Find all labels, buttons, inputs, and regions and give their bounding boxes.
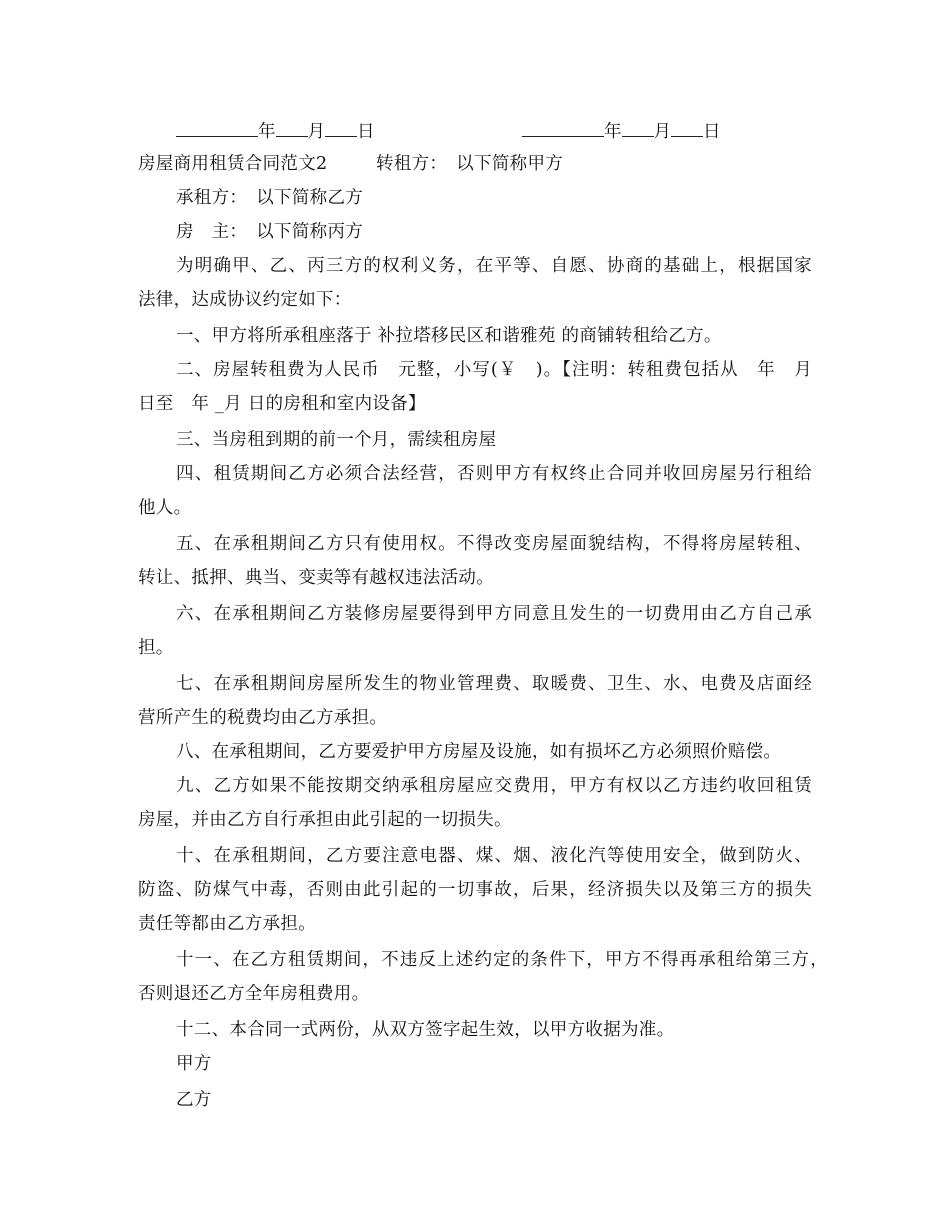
clause-1: 一、甲方将所承租座落于 补拉塔移民区和谐雅苑 的商铺转租给乙方。	[176, 326, 722, 346]
lessee-line: 承租方： 以下简称乙方	[176, 188, 364, 208]
clause-5-line-2: 转让、抵押、典当、变卖等有越权违法活动。	[138, 568, 494, 588]
clause-11-line-1: 十一、在乙方租赁期间，不违反上述约定的条件下，甲方不得再承租给第三方，	[176, 950, 828, 970]
month-blank	[276, 118, 308, 137]
clause-2-line-2: 日至 年 _月 日的房租和室内设备】	[138, 394, 426, 414]
intro-paragraph-line-1: 为明确甲、乙、丙三方的权利义务，在平等、自愿、协商的基础上，根据国家	[176, 256, 812, 276]
clause-11-line-2: 否则退还乙方全年房租费用。	[138, 984, 370, 1004]
clause-10-line-1: 十、在承租期间，乙方要注意电器、煤、烟、液化汽等使用安全，做到防火、	[176, 846, 812, 866]
document-title: 房屋商用租赁合同范文2	[138, 154, 328, 174]
clause-7-line-2: 营所产生的税费均由乙方承担。	[138, 708, 388, 728]
clause-6-line-1: 六、在承租期间乙方装修房屋要得到甲方同意且发生的一切费用由乙方自己承	[176, 604, 812, 624]
year-label: 年	[604, 122, 622, 142]
clause-8: 八、在承租期间，乙方要爱护甲方房屋及设施，如有损坏乙方必须照价赔偿。	[176, 742, 782, 762]
clause-9-line-1: 九、乙方如果不能按期交纳承租房屋应交费用，甲方有权以乙方违约收回租赁	[176, 776, 812, 796]
clause-5-line-1: 五、在承租期间乙方只有使用权。不得改变房屋面貌结构，不得将房屋转租、	[176, 534, 812, 554]
date-line-right	[522, 118, 721, 144]
year-blank	[176, 118, 258, 137]
date-line-left	[176, 118, 375, 144]
month-blank	[622, 118, 654, 137]
clause-3: 三、当房租到期的前一个月，需续租房屋	[176, 430, 497, 450]
clause-2-line-1: 二、房屋转租费为人民币 元整，小写(￥ )。【注明：转租费包括从 年 月	[176, 360, 812, 380]
day-label: 日	[703, 122, 721, 142]
clause-4-line-2: 他人。	[138, 498, 192, 518]
clause-10-line-2: 防盗、防煤气中毒，否则由此引起的一切事故，后果，经济损失以及第三方的损失	[138, 880, 812, 900]
party-b-signature-label: 乙方	[176, 1090, 212, 1110]
day-blank	[325, 118, 357, 137]
clause-12: 十二、本合同一式两份，从双方签字起生效，以甲方收据为准。	[176, 1020, 675, 1040]
sublessor-line: 转租方： 以下简称甲方	[376, 154, 564, 174]
day-label: 日	[357, 122, 375, 142]
clause-10-line-3: 责任等都由乙方承担。	[138, 914, 316, 934]
month-label: 月	[653, 122, 671, 142]
year-label: 年	[258, 122, 276, 142]
clause-6-line-2: 担。	[138, 638, 174, 658]
day-blank	[671, 118, 703, 137]
year-blank	[522, 118, 604, 137]
month-label: 月	[307, 122, 325, 142]
clause-4-line-1: 四、租赁期间乙方必须合法经营，否则甲方有权终止合同并收回房屋另行租给	[176, 464, 812, 484]
clause-7-line-1: 七、在承租期间房屋所发生的物业管理费、取暖费、卫生、水、电费及店面经	[176, 674, 812, 694]
clause-9-line-2: 房屋，并由乙方自行承担由此引起的一切损失。	[138, 810, 512, 830]
party-a-signature-label: 甲方	[176, 1054, 212, 1074]
intro-paragraph-line-2: 法律，达成协议约定如下：	[138, 290, 352, 310]
owner-line: 房 主： 以下简称丙方	[176, 222, 364, 242]
